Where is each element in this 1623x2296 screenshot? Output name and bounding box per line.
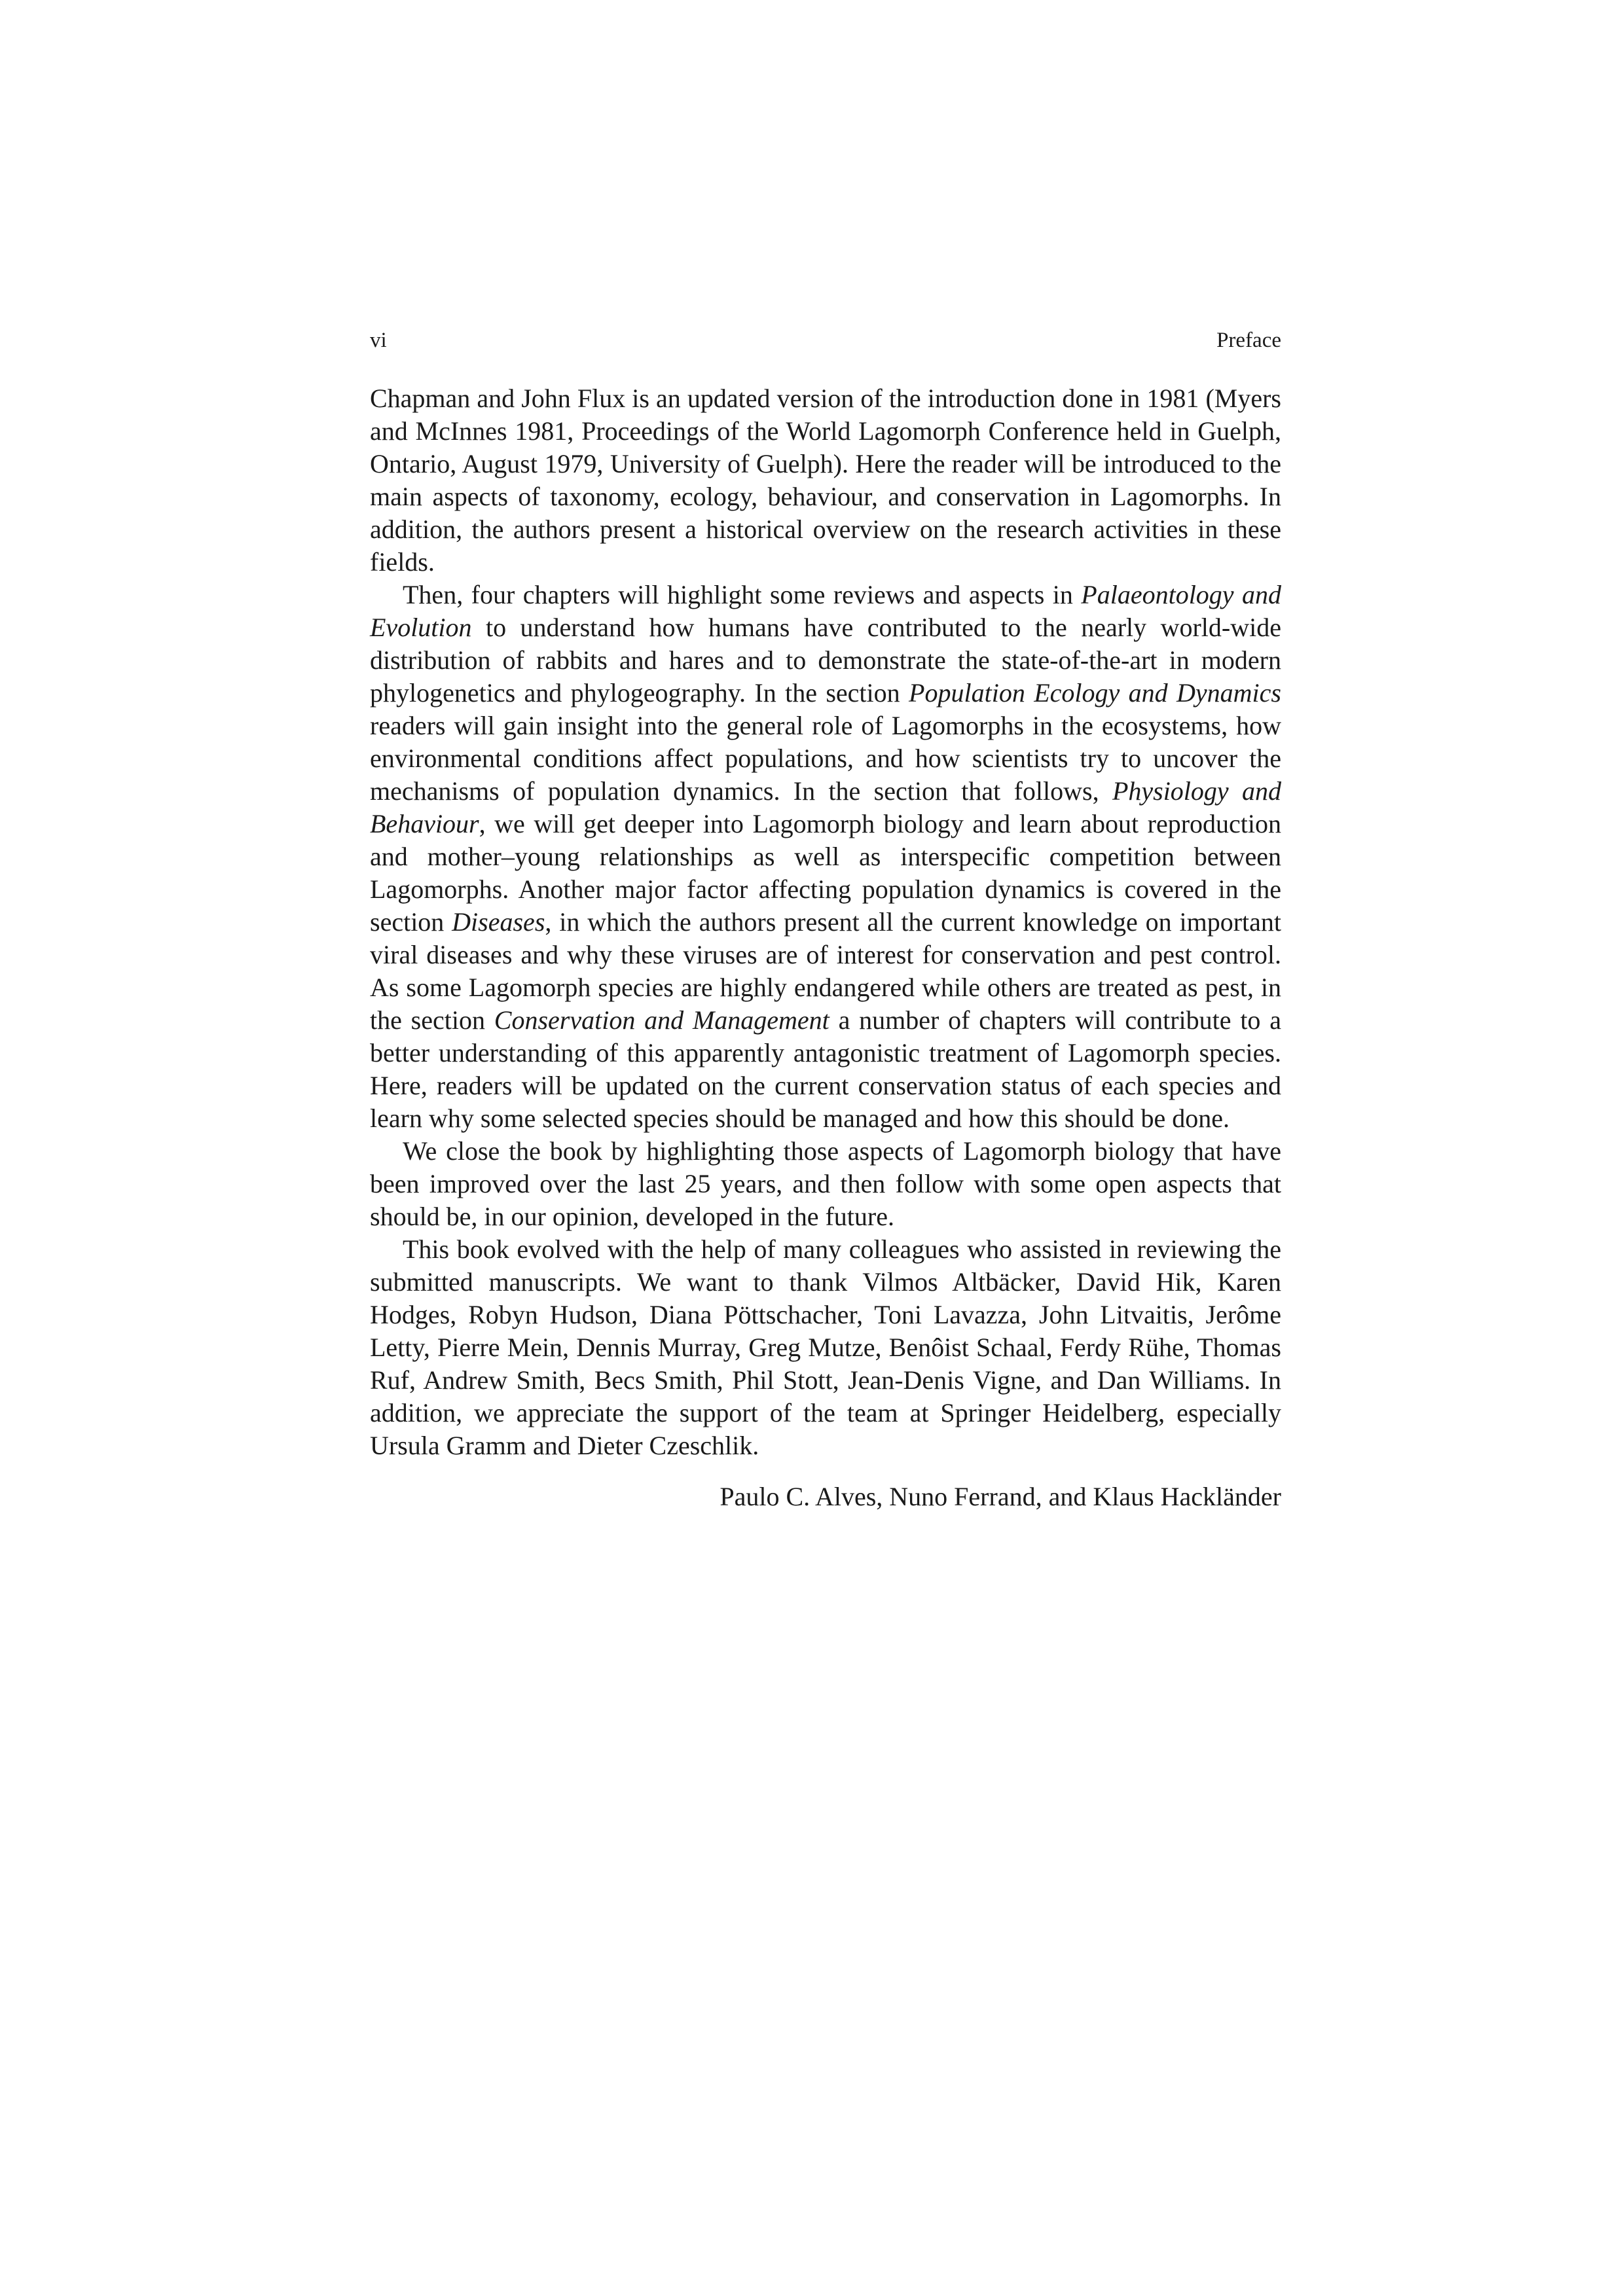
section-title-italic: Physiology and Behaviour [370, 776, 1282, 838]
preface-body [370, 382, 1281, 1462]
text-run: We close the book by highlighting those aspects of Lagomorph biology that have been improved over the last 25 years, and then follow with some open aspects that should be, in our opinion, developed in the future. [370, 1136, 1281, 1231]
text-run: , in which the authors present all the current knowledge on important viral diseases and why these viruses are of interest for conservation and pest control. As some Lagomorph species are highly endangered while others are treated as pest, in the section [370, 907, 1281, 1035]
page-number: vi [370, 329, 387, 352]
paragraph [370, 1135, 1281, 1233]
text-run: to understand how humans have contributed to the nearly world-wide distribution of rabbits and hares and to demonstrate the state-of-the-art in modern phylogenetics and phylogeography. In the section [370, 613, 1281, 708]
text-run: Then, four chapters will highlight some reviews and aspects in [403, 580, 1082, 609]
section-title-italic: Palaeontology and Evolution [370, 580, 1281, 642]
page [370, 321, 1281, 1513]
paragraph [370, 579, 1281, 1135]
section-title-italic: Diseases [452, 907, 545, 937]
running-title: Preface [1216, 329, 1281, 352]
paragraph [370, 382, 1281, 579]
text-run: readers will gain insight into the general role of Lagomorphs in the ecosystems, how environmental conditions affect populations, and how scientists try to uncover the mechanisms of population dynamics. In the section that follows, [370, 711, 1281, 806]
section-title-italic: Conservation and Management [494, 1005, 830, 1035]
paragraph [370, 1233, 1281, 1462]
text-run: a number of chapters will contribute to a better understanding of this apparently antagonistic treatment of Lagomorph species. Here, readers will be updated on the current conservation status of each species and learn why some selected species should be managed and how this should be done. [370, 1005, 1281, 1133]
running-head [370, 321, 1281, 360]
text-run: , we will get deeper into Lagomorph biology and learn about reproduction and mother–young relationships as well as interspecific competition between Lagomorphs. Another major factor affecting population dynamics is covered in the section [370, 809, 1281, 937]
section-title-italic: Population Ecology and Dynamics [909, 678, 1281, 708]
author-signature: Paulo C. Alves, Nuno Ferrand, and Klaus Hackländer [720, 1482, 1281, 1511]
text-run: Chapman and John Flux is an updated version of the introduction done in 1981 (Myers and McInnes 1981, Proceedings of the World Lagomorph Conference held in Guelph, Ontario, August 1979, University of Guelph). Here the reader will be introduced to the main aspects of taxonomy, ecology, behaviour, and conservation in Lagomorphs. In addition, the authors present a historical overview on the research activities in these fields. [370, 384, 1281, 577]
text-run: This book evolved with the help of many colleagues who assisted in reviewing the submitted manuscripts. We want to thank Vilmos Altbäcker, David Hik, Karen Hodges, Robyn Hudson, Diana Pöttschacher, Toni Lavazza, John Litvaitis, Jerôme Letty, Pierre Mein, Dennis Murray, Greg Mutze, Benôist Schaal, Ferdy Rühe, Thomas Ruf, Andrew Smith, Becs Smith, Phil Stott, Jean-Denis Vigne, and Dan Williams. In addition, we appreciate the support of the team at Springer Heidelberg, especially Ursula Gramm and Dieter Czeschlik. [370, 1234, 1281, 1460]
